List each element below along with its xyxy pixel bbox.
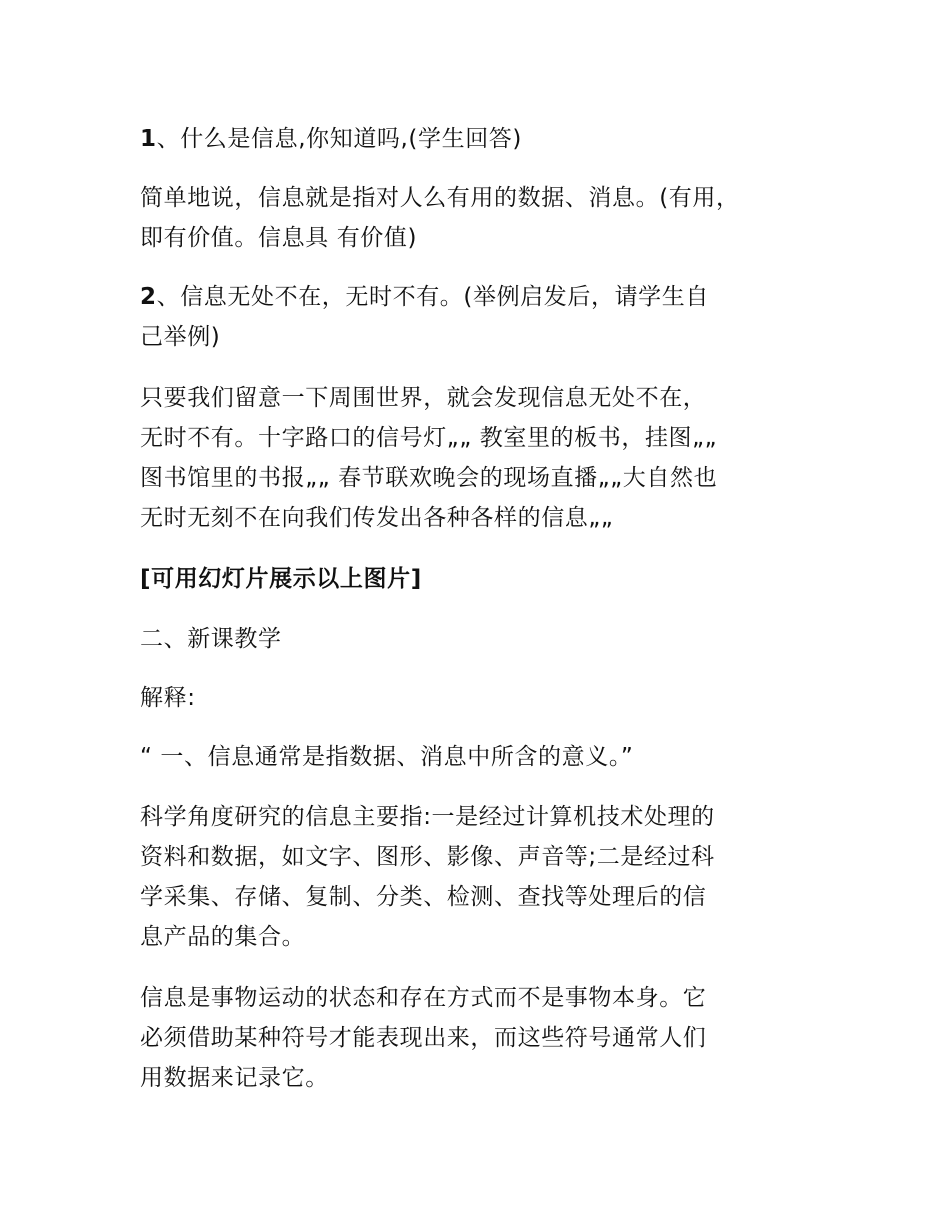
answer-2-line: 无时无刻不在向我们传发出各种各样的信息„„: [140, 505, 614, 531]
answer-1: [140, 178, 830, 258]
nature-info-line: 用数据来记录它。: [140, 1065, 329, 1091]
slides-note: [140, 559, 830, 599]
nature-info: [140, 978, 830, 1098]
definition-quote-text: “ 一、信息通常是指数据、消息中所含的意义。”: [140, 744, 634, 770]
definition-quote: [140, 737, 830, 777]
science-info-line: 科学角度研究的信息主要指:一是经过计算机技术处理的: [140, 804, 715, 830]
slides-note-text: [可用幻灯片展示以上图片]: [140, 566, 422, 592]
explain-label-text: 解释:: [140, 685, 196, 711]
question-2-line: 己举例): [140, 324, 221, 350]
nature-info-line: 信息是事物运动的状态和存在方式而不是事物本身。它: [140, 985, 707, 1011]
nature-info-line: 必须借助某种符号才能表现出来，而这些符号通常人们: [140, 1025, 707, 1051]
answer-2: [140, 378, 830, 538]
question-1-text: 、什么是信息,你知道吗,(学生回答): [156, 126, 522, 152]
question-1: [140, 119, 830, 159]
question-2-number: 2: [140, 284, 157, 310]
question-2: [140, 277, 830, 357]
science-info-line: 息产品的集合。: [140, 924, 306, 950]
answer-1-line: 简单地说，信息就是指对人么有用的数据、消息。(有用，: [140, 185, 740, 211]
science-info-line: 学采集、存储、复制、分类、检测、查找等处理后的信: [140, 884, 707, 910]
question-2-text: 、信息无处不在，无时不有。(举例启发后，请学生自: [156, 284, 709, 310]
answer-2-line: 只要我们留意一下周围世界，就会发现信息无处不在，: [140, 385, 707, 411]
answer-2-line: 图书馆里的书报„„ 春节联欢晚会的现场直播„„大自然也: [140, 465, 718, 491]
question-1-number: 1: [140, 126, 157, 152]
section-heading: [140, 619, 830, 659]
science-info: [140, 797, 830, 957]
section-heading-text: 二、新课教学: [140, 626, 282, 652]
answer-1-line: 即有价值。信息具 有价值): [140, 225, 418, 251]
science-info-line: 资料和数据，如文字、图形、影像、声音等;二是经过科: [140, 844, 715, 870]
explain-label: [140, 678, 830, 718]
answer-2-line: 无时不有。十字路口的信号灯„„ 教室里的板书，挂图„„: [140, 425, 718, 451]
